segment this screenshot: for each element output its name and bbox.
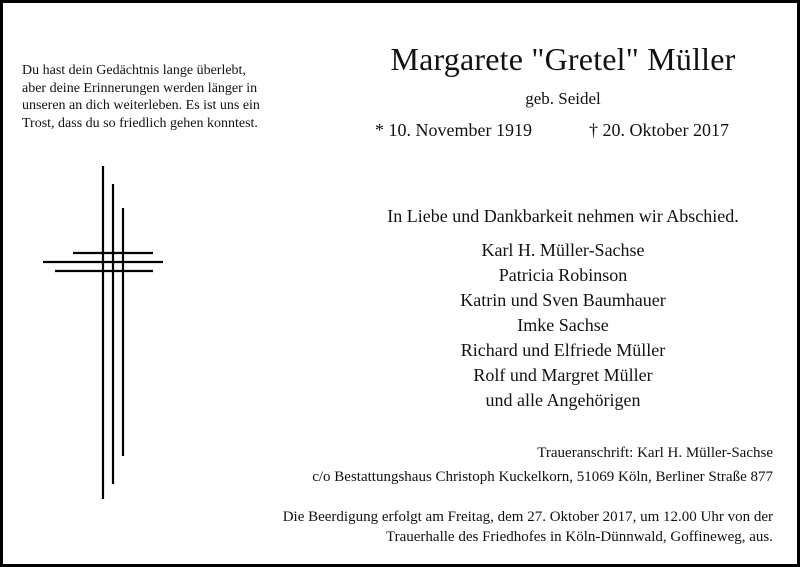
cross-icon [43,166,163,499]
mourners-list [343,238,783,413]
mourning-address [153,441,773,489]
funeral-details [133,508,773,547]
address-line: c/o Bestattungshaus Christoph Kuckelkorn, 51069 Köln, Berliner Straße 877 [312,469,773,485]
funeral-line: Die Beerdigung erfolgt am Freitag, dem 27. Oktober 2017, um 12.00 Uhr von der [282,509,773,525]
poem-line: unseren an dich weiterleben. Es ist uns ein [22,98,260,113]
mourner-name: Imke Sachse [517,315,609,335]
maiden-name: geb. Seidel [525,89,601,108]
mourner-name: Richard und Elfriede Müller [460,340,666,360]
poem-line: Du hast dein Gedächtnis lange überlebt, [22,63,246,78]
mourner-name: Rolf und Margret Müller [473,365,653,385]
deceased-name: Margarete "Gretel" Müller [390,41,736,77]
poem-line: aber deine Erinnerungen werden länger in [22,80,258,96]
poem [22,62,325,132]
farewell-text: In Liebe und Dankbarkeit nehmen wir Abschied. [387,206,739,226]
mourner-name: Patricia Robinson [498,265,628,285]
death-date: † 20. Oktober 2017 [589,120,729,140]
poem-line: Trost, dass du so friedlich gehen konntest. [22,115,258,131]
mourner-name: Karl H. Müller-Sachse [481,240,645,260]
birth-date: * 10. November 1919 [375,120,532,140]
mourner-name: und alle Angehörigen [485,390,641,410]
funeral-line: Trauerhalle des Friedhofes in Köln-Dünnwald, Goffineweg, aus. [385,528,773,545]
mourner-name: Katrin und Sven Baumhauer [460,290,666,310]
address-line: Traueranschrift: Karl H. Müller-Sachse [537,445,773,461]
